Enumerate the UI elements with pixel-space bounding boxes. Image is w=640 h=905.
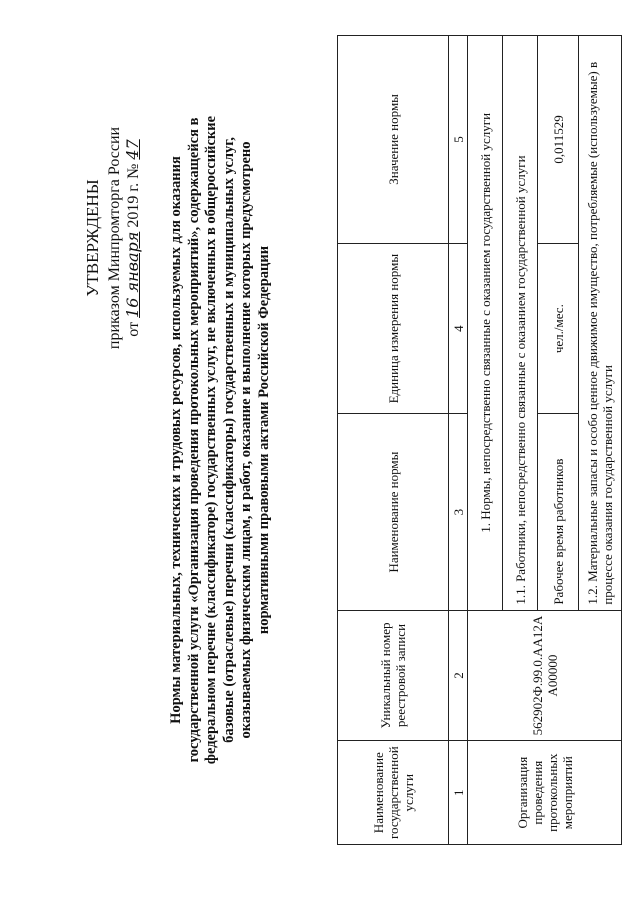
approval-heading: УТВЕРЖДЕНЫ: [83, 179, 102, 297]
column-number: 1: [449, 741, 468, 845]
column-number-row: [449, 36, 468, 845]
header-norm-value: Значение нормы: [338, 36, 449, 244]
handwritten-date: 16 января: [123, 231, 142, 318]
date-year: 2019 г. №: [125, 159, 142, 232]
norm-value-cell: 0,011529: [538, 36, 579, 244]
norm-unit-cell: чел./мес.: [538, 243, 579, 414]
registry-code-cell: 562902Ф.99.0.АА12А А00000: [468, 610, 622, 741]
subsection-1-2-cell: 1.2. Материальные запасы и особо ценное движимое имущество, потребляемые (используемые) в процессе оказания государственной услуги: [579, 36, 622, 611]
header-registry-number: Уникальный номер реестровой записи: [338, 610, 449, 741]
table-row: [468, 36, 503, 845]
date-prefix: от: [125, 317, 142, 337]
norm-name-cell: Рабочее время работников: [538, 414, 579, 610]
column-number: 3: [449, 414, 468, 610]
handwritten-order-number: 47: [123, 139, 142, 160]
header-service-name: Наименование государственной услуги: [338, 741, 449, 845]
column-number: 4: [449, 243, 468, 414]
column-number: 5: [449, 36, 468, 244]
approval-date-line: [124, 88, 143, 388]
subsection-1-1-cell: 1.1. Работники, непосредственно связанные с оказанием государственной услуги: [503, 36, 538, 611]
approval-stamp: [84, 88, 143, 388]
approval-order-line: приказом Минпромторга России: [106, 126, 123, 350]
header-norm-name: Наименование нормы: [338, 414, 449, 610]
norms-table: [337, 35, 622, 845]
table-header-row: [338, 36, 449, 845]
header-norm-unit: Единица измерения нормы: [338, 243, 449, 414]
column-number: 2: [449, 610, 468, 741]
document-title: Нормы материальных, технических и трудовых ресурсов, используемых для оказания государственной услуги «Организация проведения протокольных мероприятий», содержащейся в федеральном перечне (классификаторе) государственных услуг, не включенных в общероссийские базовые (отраслевые) перечни (классификаторы) государственных и муниципальных услуг, оказываемых физическим лицам, и работ, оказание и выполнение которых предусмотрено нормативными правовыми актами Российской Федерации: [168, 115, 272, 765]
section-1-cell: 1. Нормы, непосредственно связанные с оказанием государственной услуги: [468, 36, 503, 611]
service-name-cell: Организация проведения протокольных мероприятий: [468, 741, 622, 845]
